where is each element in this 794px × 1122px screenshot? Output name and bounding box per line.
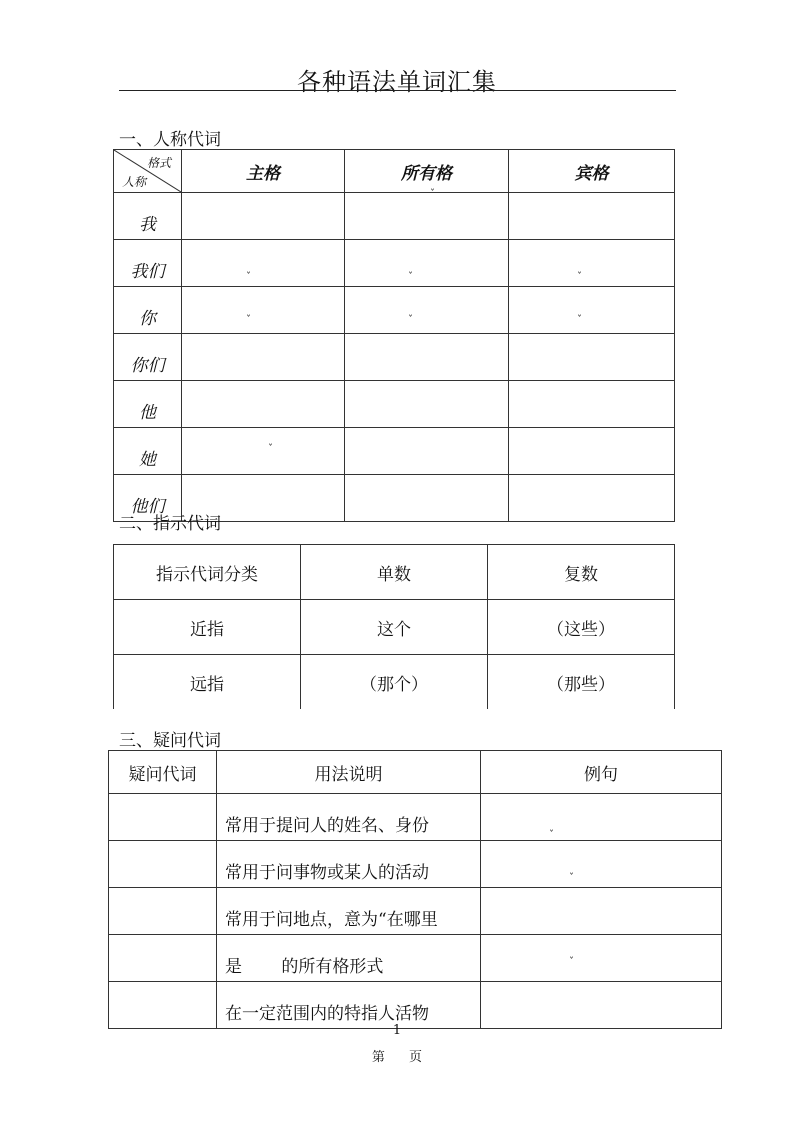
- row-label: 我: [114, 193, 182, 240]
- table-header-row: [114, 150, 675, 193]
- table-cell: [182, 193, 345, 240]
- table-row: [109, 794, 722, 841]
- row-label: 他: [114, 381, 182, 428]
- usage-cell: 常用于问事物或某人的活动: [217, 841, 481, 888]
- table-cell: 这个: [301, 600, 488, 655]
- scan-mark: ˇ: [577, 315, 582, 326]
- table-cell: [509, 193, 675, 240]
- table-cell: [109, 982, 217, 1029]
- scan-mark: ˇ: [268, 444, 273, 455]
- table-cell: [182, 287, 345, 334]
- table-cell: [345, 428, 509, 475]
- table-cell: [481, 982, 722, 1029]
- table-cell: [109, 794, 217, 841]
- column-header-nominative: 主格: [182, 150, 345, 193]
- table-cell: [109, 935, 217, 982]
- scan-mark: ˇ: [408, 272, 413, 283]
- table-cell: [345, 381, 509, 428]
- column-header-objective: 宾格: [509, 150, 675, 193]
- table-row: [114, 655, 675, 710]
- scan-mark: ˇ: [246, 272, 251, 283]
- table-row: [109, 935, 722, 982]
- interrogative-pronoun-table: [108, 750, 722, 1029]
- row-label: 他们: [114, 475, 182, 522]
- column-header: 单数: [301, 545, 488, 600]
- table-row: [114, 428, 675, 475]
- table-cell: [109, 888, 217, 935]
- column-header-possessive: 所有格: [345, 150, 509, 193]
- table-cell: [509, 475, 675, 522]
- table-cell: （这些）: [488, 600, 675, 655]
- table-cell: [182, 381, 345, 428]
- table-cell: [509, 287, 675, 334]
- table-row: [114, 240, 675, 287]
- section-heading-demonstrative-pronouns: 二、指示代词: [119, 514, 221, 534]
- usage-cell: 在一定范围内的特指人活物: [217, 982, 481, 1029]
- column-header: 疑问代词: [109, 751, 217, 794]
- table-cell: 远指: [114, 655, 301, 710]
- column-header: 复数: [488, 545, 675, 600]
- usage-cell: 常用于提问人的姓名、身份: [217, 794, 481, 841]
- row-label: 我们: [114, 240, 182, 287]
- table-row: [114, 381, 675, 428]
- table-cell: [182, 428, 345, 475]
- table-cell: [182, 334, 345, 381]
- table-cell: （那些）: [488, 655, 675, 710]
- table-cell: 近指: [114, 600, 301, 655]
- scan-mark: ˇ: [408, 315, 413, 326]
- table-row: [109, 982, 722, 1029]
- table-header-row: [109, 751, 722, 794]
- table-cell: [481, 841, 722, 888]
- demonstrative-pronoun-table: [113, 544, 675, 709]
- table-row: [114, 287, 675, 334]
- corner-label-person: 人称: [122, 175, 147, 189]
- table-cell: [481, 794, 722, 841]
- table-cell: [109, 841, 217, 888]
- table-cell: [345, 475, 509, 522]
- title-underline: [119, 90, 676, 91]
- table-row: [109, 888, 722, 935]
- section-heading-interrogative-pronouns: 三、疑问代词: [119, 731, 221, 751]
- document-title: 各种语法单词汇集: [297, 68, 497, 96]
- table-cell: [509, 428, 675, 475]
- table-cell: [345, 287, 509, 334]
- scan-mark: ˇ: [569, 957, 574, 968]
- corner-header-cell: [114, 150, 182, 193]
- table-cell: [509, 334, 675, 381]
- table-cell: [345, 334, 509, 381]
- table-cell: [481, 888, 722, 935]
- personal-pronoun-table: [113, 149, 675, 522]
- table-cell: [345, 193, 509, 240]
- table-cell: [509, 381, 675, 428]
- scan-mark: ˇ: [577, 272, 582, 283]
- column-header: 用法说明: [217, 751, 481, 794]
- table-row: [114, 193, 675, 240]
- table-cell: [481, 935, 722, 982]
- page-label: 第 页: [371, 1050, 423, 1065]
- table-cell: [509, 240, 675, 287]
- usage-cell: 常用于问地点，意为“在哪里: [217, 888, 481, 935]
- scan-mark: ˇ: [430, 189, 435, 200]
- table-cell: [182, 240, 345, 287]
- usage-cell: 是 的所有格形式: [217, 935, 481, 982]
- table-cell: （那个）: [301, 655, 488, 710]
- row-label: 你们: [114, 334, 182, 381]
- column-header: 指示代词分类: [114, 545, 301, 600]
- table-cell: [345, 240, 509, 287]
- scan-mark: ˇ: [549, 830, 554, 841]
- table-row: [114, 600, 675, 655]
- scan-mark: ˇ: [246, 315, 251, 326]
- row-label: 你: [114, 287, 182, 334]
- page-number: 1: [392, 1023, 402, 1038]
- row-label: 她: [114, 428, 182, 475]
- column-header: 例句: [481, 751, 722, 794]
- table-row: [114, 334, 675, 381]
- scan-mark: ˇ: [569, 873, 574, 884]
- corner-label-format: 格式: [146, 156, 171, 170]
- table-header-row: [114, 545, 675, 600]
- table-row: [109, 841, 722, 888]
- section-heading-personal-pronouns: 一、人称代词: [119, 130, 221, 150]
